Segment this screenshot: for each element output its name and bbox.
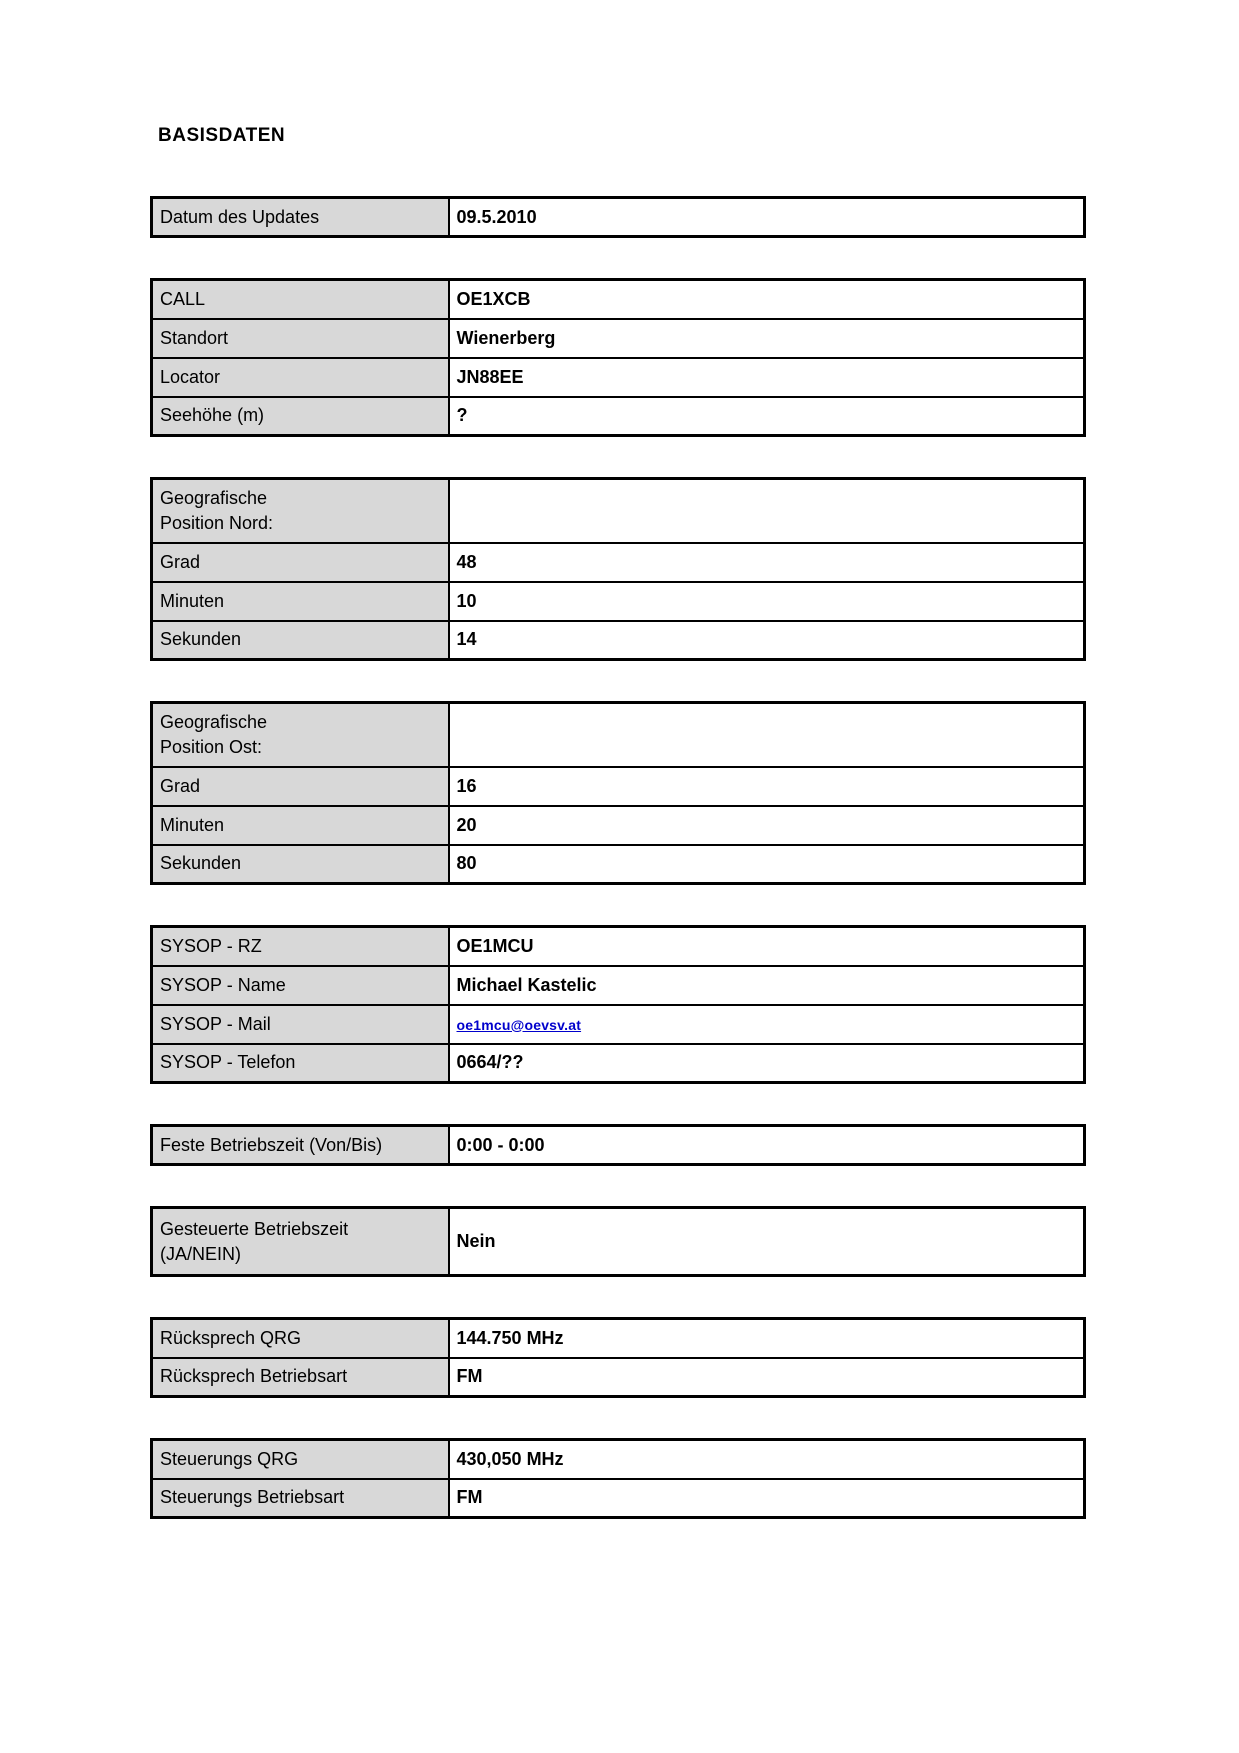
sysop-mail-link[interactable]: oe1mcu@oevsv.at [456,1016,582,1033]
sysop-table [150,925,1086,1084]
table-row [152,1005,1085,1044]
row-value: 10 [449,582,1085,621]
row-label: Rücksprech QRG [152,1319,449,1358]
row-label: Standort [152,319,449,358]
row-label: Seehöhe (m) [152,397,449,436]
geo-north-table [150,477,1086,661]
row-value: 09.5.2010 [449,198,1085,237]
table-row [152,621,1085,660]
table-row [152,543,1085,582]
row-value: 144.750 MHz [449,1319,1085,1358]
table-row [152,845,1085,884]
table-row [152,966,1085,1005]
row-label-line2: Position Nord: [160,512,274,533]
row-label: Steuerungs QRG [152,1440,449,1479]
row-label: Sekunden [152,845,449,884]
row-value: 0:00 - 0:00 [449,1126,1085,1165]
row-value: 430,050 MHz [449,1440,1085,1479]
table-header-row [152,703,1085,767]
table-row [152,319,1085,358]
table-row [152,767,1085,806]
table-row [152,198,1085,237]
table-row [152,1208,1085,1276]
row-value-empty [449,703,1085,767]
row-label: Grad [152,767,449,806]
table-row [152,582,1085,621]
row-value: ? [449,397,1085,436]
row-label: Minuten [152,582,449,621]
page-title: BASISDATEN [158,125,286,146]
row-label: Rücksprech Betriebsart [152,1358,449,1397]
row-value-empty [449,479,1085,543]
row-label: Feste Betriebszeit (Von/Bis) [152,1126,449,1165]
row-value: 48 [449,543,1085,582]
table-row [152,280,1085,319]
row-label [152,1208,449,1276]
row-value: 14 [449,621,1085,660]
geo-east-table [150,701,1086,885]
row-value: FM [449,1479,1085,1518]
update-date-table [150,196,1086,238]
row-value: JN88EE [449,358,1085,397]
row-value: Wienerberg [449,319,1085,358]
table-row [152,1319,1085,1358]
table-row [152,927,1085,966]
row-label: SYSOP - RZ [152,927,449,966]
row-label: Steuerungs Betriebsart [152,1479,449,1518]
table-row [152,1440,1085,1479]
row-label: SYSOP - Telefon [152,1044,449,1083]
row-value: 0664/?? [449,1044,1085,1083]
row-label [152,479,449,543]
row-value: Nein [449,1208,1085,1276]
rueck-qrg-table [150,1317,1086,1398]
table-row [152,1044,1085,1083]
row-label-line1: Gesteuerte Betriebszeit [160,1218,349,1239]
row-label-line1: Geografische [160,711,268,732]
row-label: Minuten [152,806,449,845]
row-value: OE1XCB [449,280,1085,319]
row-label-line2: Position Ost: [160,736,263,757]
row-value: 80 [449,845,1085,884]
row-label: Sekunden [152,621,449,660]
row-label-line2: (JA/NEIN) [160,1243,241,1264]
table-header-row [152,479,1085,543]
row-label: Datum des Updates [152,198,449,237]
row-label-line1: Geografische [160,487,268,508]
row-value: 16 [449,767,1085,806]
row-value: Michael Kastelic [449,966,1085,1005]
row-label: CALL [152,280,449,319]
table-row [152,397,1085,436]
row-value: 20 [449,806,1085,845]
row-label: SYSOP - Mail [152,1005,449,1044]
row-value: FM [449,1358,1085,1397]
controlled-optime-table [150,1206,1086,1277]
table-row [152,1126,1085,1165]
table-row [152,1479,1085,1518]
row-value [449,1005,1085,1044]
row-value: OE1MCU [449,927,1085,966]
row-label [152,703,449,767]
table-row [152,358,1085,397]
row-label: SYSOP - Name [152,966,449,1005]
steuerung-qrg-table [150,1438,1086,1519]
station-info-table [150,278,1086,437]
table-row [152,1358,1085,1397]
table-row [152,806,1085,845]
row-label: Grad [152,543,449,582]
row-label: Locator [152,358,449,397]
fixed-optime-table [150,1124,1086,1166]
